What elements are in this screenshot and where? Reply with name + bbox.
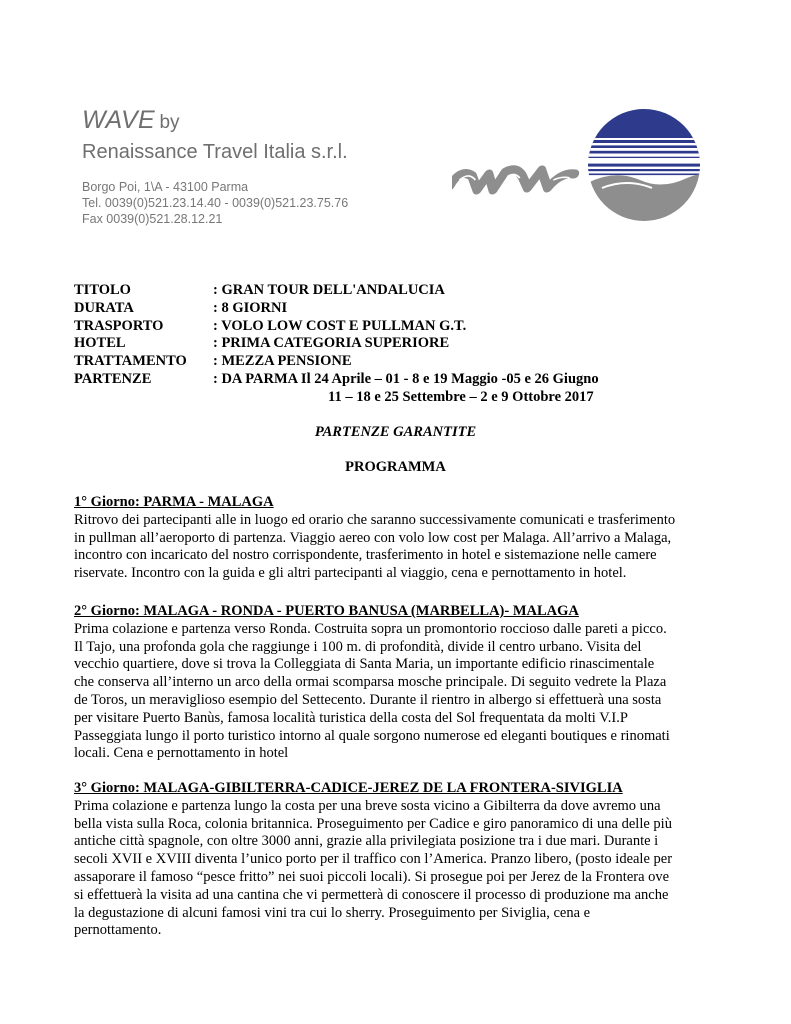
brand-line <box>82 108 422 133</box>
day-section-3 <box>74 780 734 940</box>
day-description <box>74 798 734 940</box>
company-phone: Tel. 0039(0)521.23.14.40 - 0039(0)521.23.75.76 <box>82 196 349 210</box>
brand-name: WAVE <box>82 106 155 134</box>
info-label: TRATTAMENTO <box>74 353 187 370</box>
company-name: Renaissance Travel Italia s.r.l. <box>82 141 348 163</box>
trip-info <box>74 282 599 407</box>
info-row-titolo <box>74 282 599 300</box>
info-row-trasporto <box>74 318 599 336</box>
info-label: DURATA <box>74 299 134 316</box>
text-line: Ritrovo dei partecipanti alle in luogo ed orario che saranno successivamente comunicati e trasferimento <box>74 511 676 528</box>
info-row-hotel <box>74 335 599 353</box>
day-description <box>74 512 734 583</box>
day-section-1 <box>74 494 734 583</box>
info-value: : DA PARMA Il 24 Aprile – 01 - 8 e 19 Maggio -05 e 26 Giugno <box>213 370 599 387</box>
brand-by: by <box>159 112 180 133</box>
info-value: : GRAN TOUR DELL'ANDALUCIA <box>213 282 445 298</box>
text-line: si effettuerà la visita ad una cantina che vi permetterà di conoscere il processo di produzione ma anche <box>74 886 669 903</box>
text-line: Prima colazione e partenza lungo la costa per una breve sosta vicino a Gibilterra da dove avremo una <box>74 797 661 814</box>
info-row-durata <box>74 300 599 318</box>
info-value: : PRIMA CATEGORIA SUPERIORE <box>213 335 450 352</box>
text-line: Prima colazione e partenza verso Ronda. Costruita sopra un promontorio roccioso dalle pareti a picco. <box>74 620 667 637</box>
info-row-trattamento <box>74 353 599 371</box>
day-section-2 <box>74 603 734 763</box>
company-fax: Fax 0039(0)521.28.12.21 <box>82 212 223 226</box>
guaranteed-departures-heading: PARTENZE GARANTITE <box>314 424 477 440</box>
text-line: in pullman all’aeroporto di partenza. Viaggio aereo con volo low cost per Malaga. All’arrivo a Malaga, <box>74 529 672 546</box>
text-line: che conserva all’interno un arco della ormai scomparsa mosche principale. Di seguito vedrete la Plaza <box>74 674 667 691</box>
day-description <box>74 621 734 763</box>
text-line: vecchio quartiere, dove si trova la Colleggiata di Santa Maria, un importante edificio rinascimentale <box>74 656 655 673</box>
text-line: de Toros, un meraviglioso esempio del Settecento. Durante il rientro in albergo si effettuerà una sosta <box>74 691 662 708</box>
company-address: Borgo Poi, 1\A - 43100 Parma <box>82 180 249 194</box>
text-line: antiche città spagnole, con oltre 3000 anni, grazie alla privilegiata posizione tra i due mari. Durante i <box>74 833 659 850</box>
info-label: PARTENZE <box>74 370 152 387</box>
info-value: : MEZZA PENSIONE <box>213 353 352 370</box>
text-line: pernottamento. <box>74 922 162 939</box>
info-label: TRASPORTO <box>74 317 164 334</box>
letterhead <box>82 108 422 227</box>
text-line: secoli XVII e XVIII diventa l’unico porto per il traffico con l’America. Pranzo libero, (posto ideale per <box>74 851 673 868</box>
day-title: 2° Giorno: MALAGA - RONDA - PUERTO BANUSA (MARBELLA)- MALAGA <box>74 603 579 619</box>
info-label: HOTEL <box>74 335 126 352</box>
info-value: : 8 GIORNI <box>213 299 288 316</box>
departure-dates-continuation: 11 – 18 e 25 Settembre – 2 e 9 Ottobre 2017 <box>328 388 594 405</box>
info-label: TITOLO <box>74 282 131 298</box>
wave-logo <box>452 108 712 230</box>
day-title: 1° Giorno: PARMA - MALAGA <box>74 494 274 510</box>
text-line: Passeggiata lungo il porto turistico intorno al quale sorgono numerose ed eleganti boutiques e rinomati <box>74 727 670 744</box>
text-line: Il Tajo, una profonda gola che raggiunge i 100 m. di profondità, divide il centro urbano. Visita del <box>74 638 642 655</box>
text-line: incontro con incaricato del nostro corrispondente, trasferimento in hotel e sistemazione nelle camere <box>74 547 657 564</box>
text-line: per visitare Puerto Banùs, famosa località turistica della costa del Sol frequentata da molti V.I.P <box>74 709 628 726</box>
text-line: bella vista sulla Roca, colonia britannica. Proseguimento per Cadice e giro panoramico di una delle più <box>74 815 672 832</box>
info-row-partenze <box>74 371 599 389</box>
text-line: la degustazione di alcuni famosi vini tra cui lo sherry. Proseguimento per Siviglia, cena e <box>74 904 591 921</box>
info-value: : VOLO LOW COST E PULLMAN G.T. <box>213 317 467 334</box>
text-line: riservate. Incontro con la guida e gli altri partecipanti al viaggio, cena e pernottamento in hotel. <box>74 565 627 582</box>
program-heading: PROGRAMMA <box>345 459 446 475</box>
day-title: 3° Giorno: MALAGA-GIBILTERRA-CADICE-JEREZ DE LA FRONTERA-SIVIGLIA <box>74 780 623 796</box>
text-line: locali. Cena e pernottamento in hotel <box>74 745 289 762</box>
text-line: assaporare il famoso “pesce fritto” nei suoi piccoli locali). Si prosegue poi per Jerez de la Frontera ove <box>74 868 670 885</box>
